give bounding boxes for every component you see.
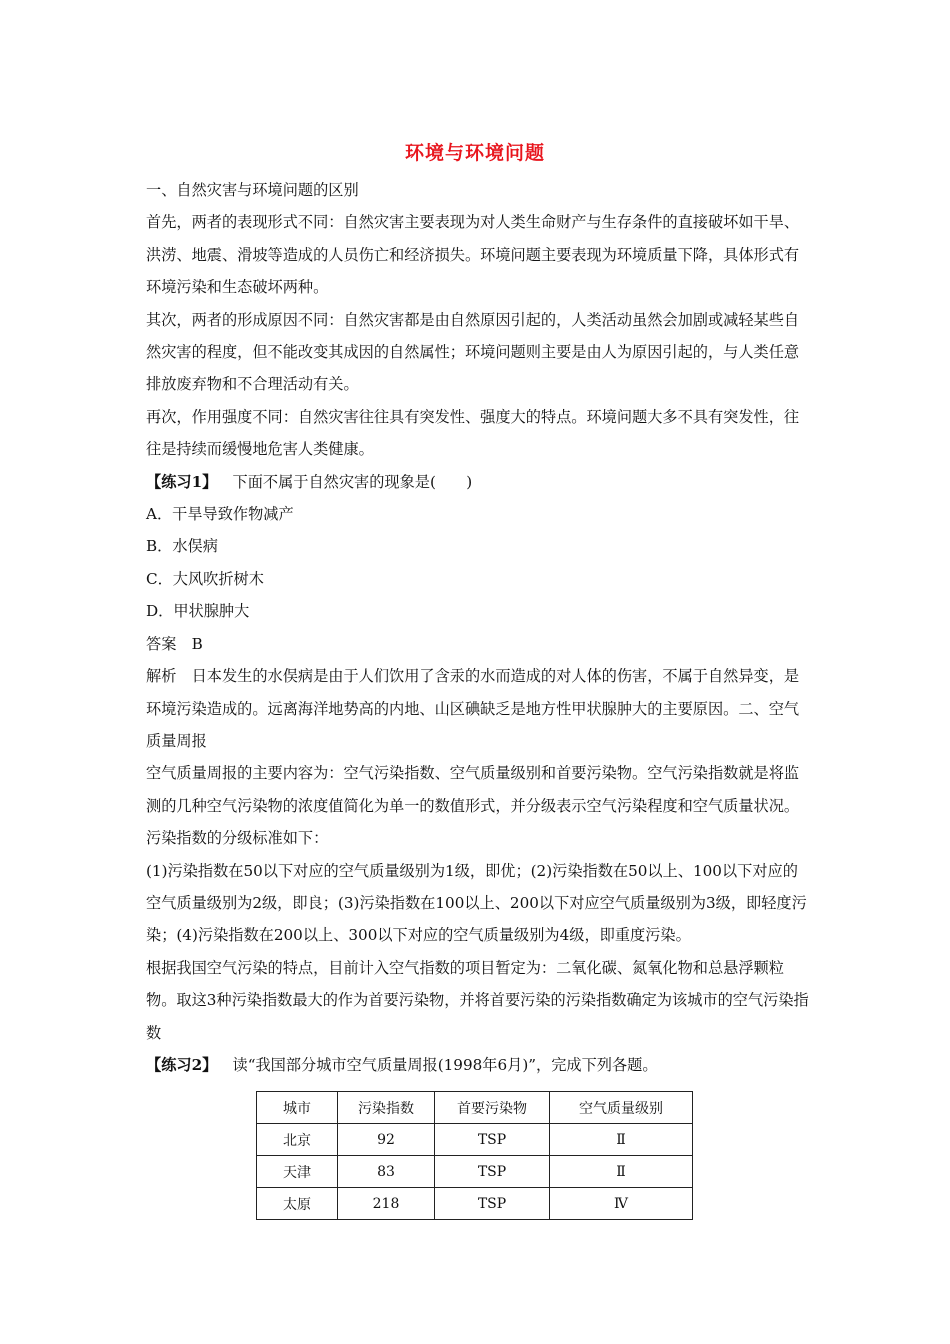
exercise-label: 【练习1】 (146, 472, 218, 491)
paragraph: 首先，两者的表现形式不同：自然灾害主要表现为对人类生命财产与生存条件的直接破坏如干旱、洪涝、地震、滑坡等造成的人员伤亡和经济损失。环境问题主要表现为环境质量下降，具体形式有环境污染和生态破坏两种。 (146, 213, 800, 297)
option-c: C．大风吹折树木 (146, 569, 264, 588)
document-body (146, 174, 810, 1081)
table-cell: TSP (435, 1156, 550, 1188)
paragraph: 再次，作用强度不同：自然灾害往往具有突发性、强度大的特点。环境问题大多不具有突发性，往往是持续而缓慢地危害人类健康。 (146, 407, 800, 459)
table-row (257, 1156, 693, 1188)
question-text: 读“我国部分城市空气质量周报(1998年6月)”，完成下列各题。 (232, 1055, 658, 1074)
table-cell: Ⅳ (550, 1188, 693, 1220)
table-cell: 天津 (257, 1156, 338, 1188)
table-cell: 218 (338, 1188, 435, 1220)
header-cell: 城市 (257, 1092, 338, 1124)
exercise-2-question (146, 1049, 810, 1081)
header-cell: 污染指数 (338, 1092, 435, 1124)
question-text: 下面不属于自然灾害的现象是( ) (232, 472, 473, 491)
table-header-row (257, 1092, 693, 1124)
analysis: 解析 日本发生的水俣病是由于人们饮用了含汞的水而造成的对人体的伤害，不属于自然异变，是环境污染造成的。远离海洋地势高的内地、山区碘缺乏是地方性甲状腺肿大的主要原因。二、空气质量周报 (146, 667, 800, 750)
page-title: 环境与环境问题 (404, 142, 545, 164)
table-row (257, 1124, 693, 1156)
paragraph: (1)污染指数在50以下对应的空气质量级别为1级，即优；(2)污染指数在50以上、100以下对应的空气质量级别为2级，即良；(3)污染指数在100以上、200以下对应空气质量级别为3级，即轻度污染；(4)污染指数在200以上、300以下对应的空气质量级别为4级，即重度污染。 (146, 861, 807, 945)
answer: 答案 B (146, 634, 203, 653)
table-cell: 太原 (257, 1188, 338, 1220)
paragraph: 空气质量周报的主要内容为：空气污染指数、空气质量级别和首要污染物。空气污染指数就是将监测的几种空气污染物的浓度值简化为单一的数值形式，并分级表示空气污染程度和空气质量状况。污染指数的分级标准如下： (146, 764, 800, 848)
paragraph: 其次，两者的形成原因不同：自然灾害都是由自然原因引起的，人类活动虽然会加剧或减轻某些自然灾害的程度，但不能改变其成因的自然属性；环境问题则主要是由人为原因引起的，与人类任意排放废弃物和不合理活动有关。 (146, 310, 800, 394)
table-cell: TSP (435, 1124, 550, 1156)
table-cell: 92 (338, 1124, 435, 1156)
table-cell: Ⅱ (550, 1156, 693, 1188)
table-cell: TSP (435, 1188, 550, 1220)
paragraph: 根据我国空气污染的特点，目前计入空气指数的项目暂定为：二氧化碳、氮氧化物和总悬浮颗粒物。取这3种污染指数最大的作为首要污染物，并将首要污染的污染指数确定为该城市的空气污染指数 (146, 958, 809, 1042)
table-cell: 北京 (257, 1124, 338, 1156)
option-b: B．水俣病 (146, 537, 218, 556)
table-cell: Ⅱ (550, 1124, 693, 1156)
option-a: A．干旱导致作物减产 (146, 505, 294, 524)
exercise-label: 【练习2】 (146, 1055, 218, 1074)
header-cell: 空气质量级别 (550, 1092, 693, 1124)
header-cell: 首要污染物 (435, 1092, 550, 1124)
exercise-1-question (146, 466, 810, 498)
table-row (257, 1188, 693, 1220)
option-d: D．甲状腺肿大 (146, 602, 250, 621)
section-heading: 一、自然灾害与环境问题的区别 (146, 181, 359, 199)
table-cell: 83 (338, 1156, 435, 1188)
air-quality-table (256, 1091, 693, 1220)
